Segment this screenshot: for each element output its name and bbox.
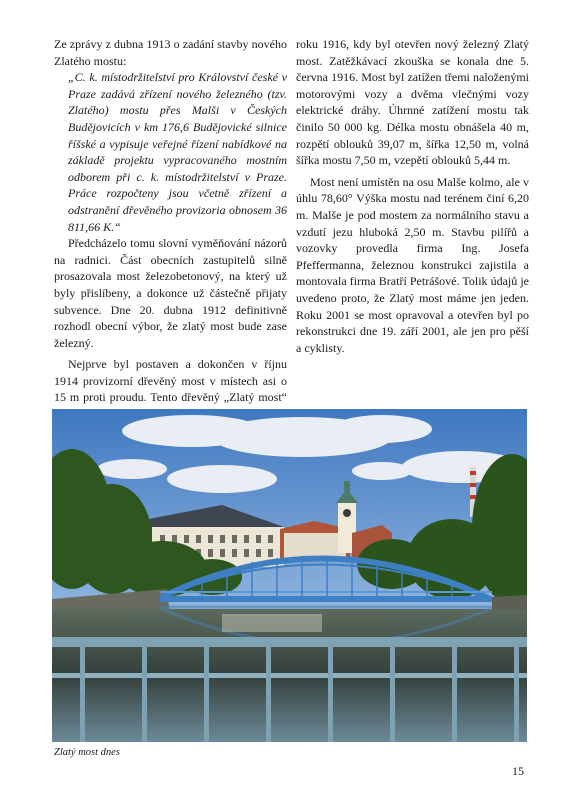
body-paragraph: Předcházelo tomu slovní vyměňování názorů na radnici. Část obecních zastupitelů silně prosazovala most železobetonový, na který už byly přislíbeny, a dokonce už částečně přijaty subvence. Dne 20. dubna 1912 definitivně rozhodl obecní výbor, že zlatý most bude zase železný. [54,236,287,350]
page-number: 15 [512,764,524,778]
photo-caption: Zlatý most dnes [54,747,120,758]
golden-bridge-illustration [52,409,527,742]
quoted-announcement: „C. k. místodržitelství pro Království české v Praze zadává zřízení nového železného (tzv. Zlatého) mostu přes Malši v Českých Budějovicích v km 176,6 Budějovické silnice říšské a vypisuje veřejné řízení nabídkové na základě projektu vypracovaného mostním odborem při c. k. místodržitelství v Praze. Práce rozpočteny jsou včetně zřízení a odstranění dřevěného provizoria obnosem 36 811,66 K.“ [68,70,287,234]
body-paragraph: roku 1916, kdy byl otevřen nový železný Zlatý most. Zatěžkávací zkouška se konala dne 5. června 1916. Most byl zatížen třemi naloženými motorovými vozy a dvěma vlečnými vozy elektrické dráhy. Úhrnné zatížení mostu tak činilo 50 000 kg. Délka mostu obnášela 40 m, rozpětí oblouků 39,07 m, šířka 12,50 m, volná šířka mostu 7,50 m, vzepětí oblouků 5,44 m. [296,37,529,168]
text-column-right [296,36,529,356]
body-paragraph: Most není umístěn na osu Malše kolmo, ale v úhlu 78,60° Výška mostu nad terénem činí 6,20 m. Malše je pod mostem za normálního stavu a vzdutí jezu hluboká 2,50 m. Stavbu pilířů a vozovky provedla firma Ing. Josefa Pfeffermanna, železnou konstrukci zajistila a montovala firma Bratří Petrášové. Tolik údajů je uvedeno proto, že Zlatý most máme jen jeden. Roku 2001 se most opravoval a otevřen byl po rekonstrukci dne 19. září 2001, ale jen pro pěší a cyklisty. [296,174,529,355]
intro-paragraph: Ze zprávy z dubna 1913 o zadání stavby nového Zlatého mostu: [54,37,287,68]
text-column-left [54,36,287,423]
body-paragraph: Nejprve byl postaven a dokončen v říjnu 1914 provizorní dřevěný most v místech asi o 15 m proti proudu. Tento dřevěný „Zlatý most“ [54,357,287,405]
bridge-photo [52,409,527,742]
